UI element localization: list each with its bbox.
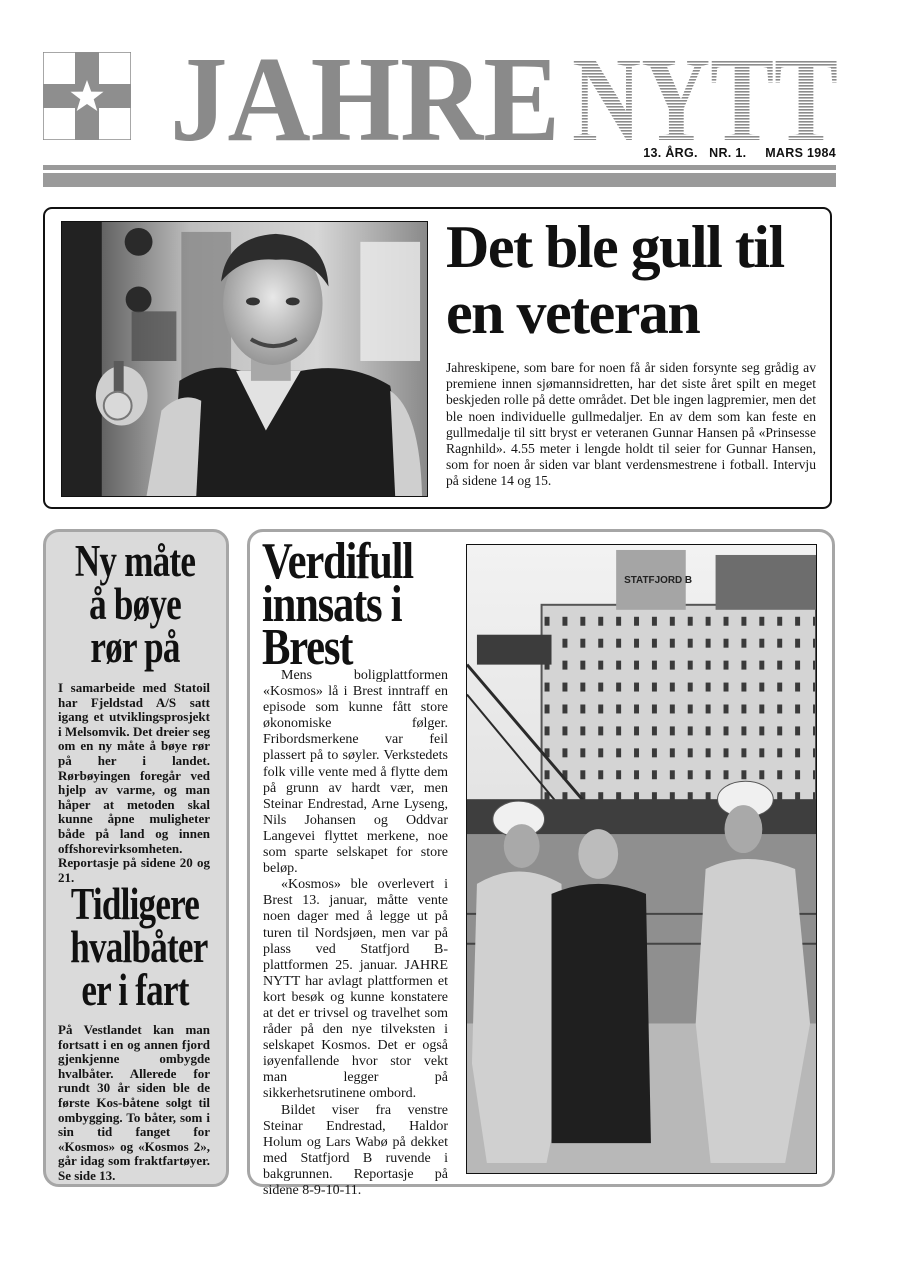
veteran-with-medal-photo <box>61 221 428 497</box>
sidebar-headline-whaleboats: Tidligere hvalbåter er i fart <box>70 879 208 1015</box>
masthead-title-nytt: NYTT <box>572 40 838 150</box>
platform-sign-text: STATFJORD B <box>624 574 693 586</box>
lead-headline: Det ble gull til en veteran <box>446 214 784 346</box>
feature-paragraph: Bildet viser fra venstre Steinar Endrestad, Haldor Holum og Lars Wabø på dekket med Statfjord B ruvende i bakgrunnen. Reportasje på sidene 8-9-10-11. <box>263 1102 448 1198</box>
sidebar-headline-pipe-bending: Ny måte å bøye rør på <box>74 536 196 672</box>
feature-paragraph: «Kosmos» ble overlevert i Brest 13. januar, måtte vente noen dager med å legge ut på turen til Nordsjøen, men var på plass ved Statfjord B-plattformen 25. januar. JAHRE NYTT har avlagt plattformen et kort besøk og kunne konstatere at det er trivsel og travelhet som råder på den nye tilveksten i selskapet Kosmos. Det er også iøyenfallende hvor stor vekt man legger på sikkerhetsrutinene ombord. <box>263 877 448 1102</box>
sidebar-body-pipe-bending: I samarbeide med Statoil har Fjeldstad A/S satt igang et utviklingsprosjekt i Melsomvik. Det dreier seg om en ny måte å bøye rør på her i landet. Rørbøyingen foregår ved hjelp av varme, og man håper at metoden skal kunne åpne muligheter både på land og innen offshorevirksomheten. Reportasje på sidene 20 og 21. <box>58 680 210 885</box>
masthead-rule-thin <box>43 165 836 170</box>
platform-crew-photo <box>466 544 817 1174</box>
feature-headline: Verdifull innsats i Brest <box>262 533 413 676</box>
masthead-title-jahre: JAHRE <box>170 40 560 150</box>
masthead-title <box>170 40 840 150</box>
jahre-logo-icon <box>43 52 131 140</box>
lead-body-text: Jahreskipene, som bare for noen få år siden forsynte seg grådig av premiene innen sjømannsidretten, har det siste året spilt en meget beskjeden rolle på dette området. Det ble ingen lagpremier, men det ble noen individuelle gullmedaljer. En av dem som kan feste en gullmedalje til sitt bryst er veteranen Gunnar Hansen på «Prinsesse Ragnhild». 4.55 meter i lengde holdt til seier for Gunnar Hansen, som for noen år siden var blant verdensmestrene i fotball. Intervju på sidene 14 og 15. <box>446 360 816 489</box>
issue-line: 13. ÅRG. NR. 1. MARS 1984 <box>643 146 836 160</box>
masthead-rule-thick <box>43 173 836 187</box>
sidebar-body-whaleboats: På Vestlandet kan man fortsatt i en og annen fjord gjenkjenne ombygde hvalbåter. Allerede for rundt 30 år siden ble de første Kos-båtene solgt til ombygging. To båter, som i sin tid fanget for «Kosmos» og «Kosmos 2», går idag som fraktfartøyer. Se side 13. <box>58 1022 210 1183</box>
feature-paragraph: Mens boligplattformen «Kosmos» lå i Brest inntraff en episode som kunne fått store økonomiske følger. Fribordsmerkene var feil plassert på to søyler. Verkstedets folk ville vente med å flytte dem på grunn av hardt vær, men Steinar Endrestad, Arne Lyseng, Nils Johansen og Oddvar Langevei flyttet merkene, noe som sparte selskapet for store beløp. <box>263 668 448 877</box>
feature-body-text <box>263 668 448 1199</box>
